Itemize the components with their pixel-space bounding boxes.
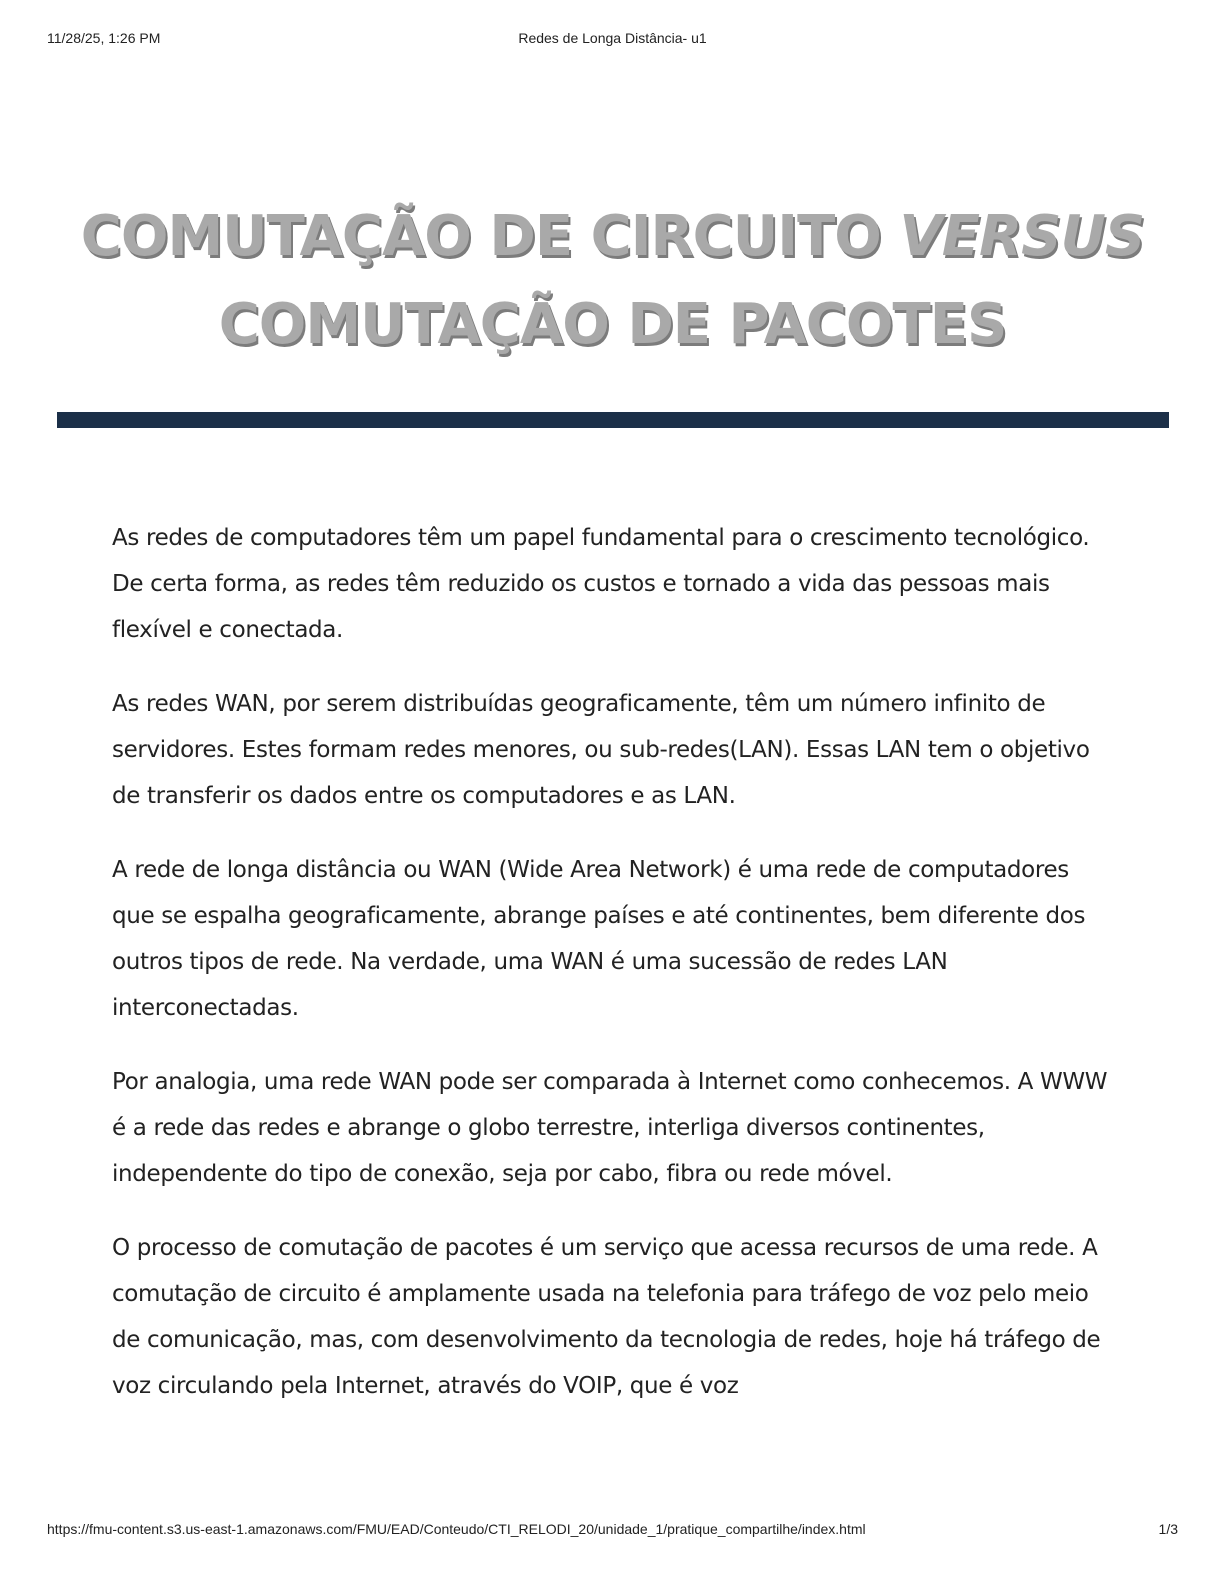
page-title-line-2: COMUTAÇÃO DE PACOTES	[218, 291, 1007, 357]
print-footer	[47, 1521, 1178, 1543]
section-divider	[57, 412, 1169, 428]
paragraph: A rede de longa distância ou WAN (Wide Area Network) é uma rede de computadores que se espalha geograficamente, abrange países e até continentes, bem diferente dos outros tipos de rede. Na verdade, uma WAN é uma sucessão de redes LAN interconectadas.	[112, 857, 1086, 1021]
print-url: https://fmu-content.s3.us-east-1.amazonaws.com/FMU/EAD/Conteudo/CTI_RELODI_20/unidade_1/pratique_compartilhe/index.html	[47, 1521, 866, 1537]
paragraph: O processo de comutação de pacotes é um serviço que acessa recursos de uma rede. A comutação de circuito é amplamente usada na telefonia para tráfego de voz pelo meio de comunicação, mas, com desenvolvimento da tecnologia de redes, hoje há tráfego de voz circulando pela Internet, através do VOIP, que é voz	[112, 1235, 1101, 1399]
page-number: 1/3	[1158, 1521, 1178, 1537]
page-title	[60, 193, 1165, 369]
paragraph: As redes WAN, por serem distribuídas geograficamente, têm um número infinito de servidores. Estes formam redes menores, ou sub-redes(LAN). Essas LAN tem o objetivo de transferir os dados entre os computadores e as LAN.	[112, 691, 1090, 809]
print-document-title: Redes de Longa Distância- u1	[518, 30, 707, 46]
paragraph: Por analogia, uma rede WAN pode ser comparada à Internet como conhecemos. A WWW é a rede das redes e abrange o globo terrestre, interliga diversos continentes, independente do tipo de conexão, seja por cabo, fibra ou rede móvel.	[112, 1069, 1108, 1187]
page-title-versus: VERSUS	[899, 203, 1145, 269]
paragraph: As redes de computadores têm um papel fundamental para o crescimento tecnológico. De certa forma, as redes têm reduzido os custos e tornado a vida das pessoas mais flexível e conectada.	[112, 525, 1090, 643]
page-title-text: COMUTAÇÃO DE CIRCUITO	[80, 203, 900, 269]
page-title-line-1	[60, 193, 1165, 281]
article-body	[112, 515, 1112, 1437]
print-header	[47, 30, 1178, 52]
print-timestamp: 11/28/25, 1:26 PM	[47, 30, 161, 46]
